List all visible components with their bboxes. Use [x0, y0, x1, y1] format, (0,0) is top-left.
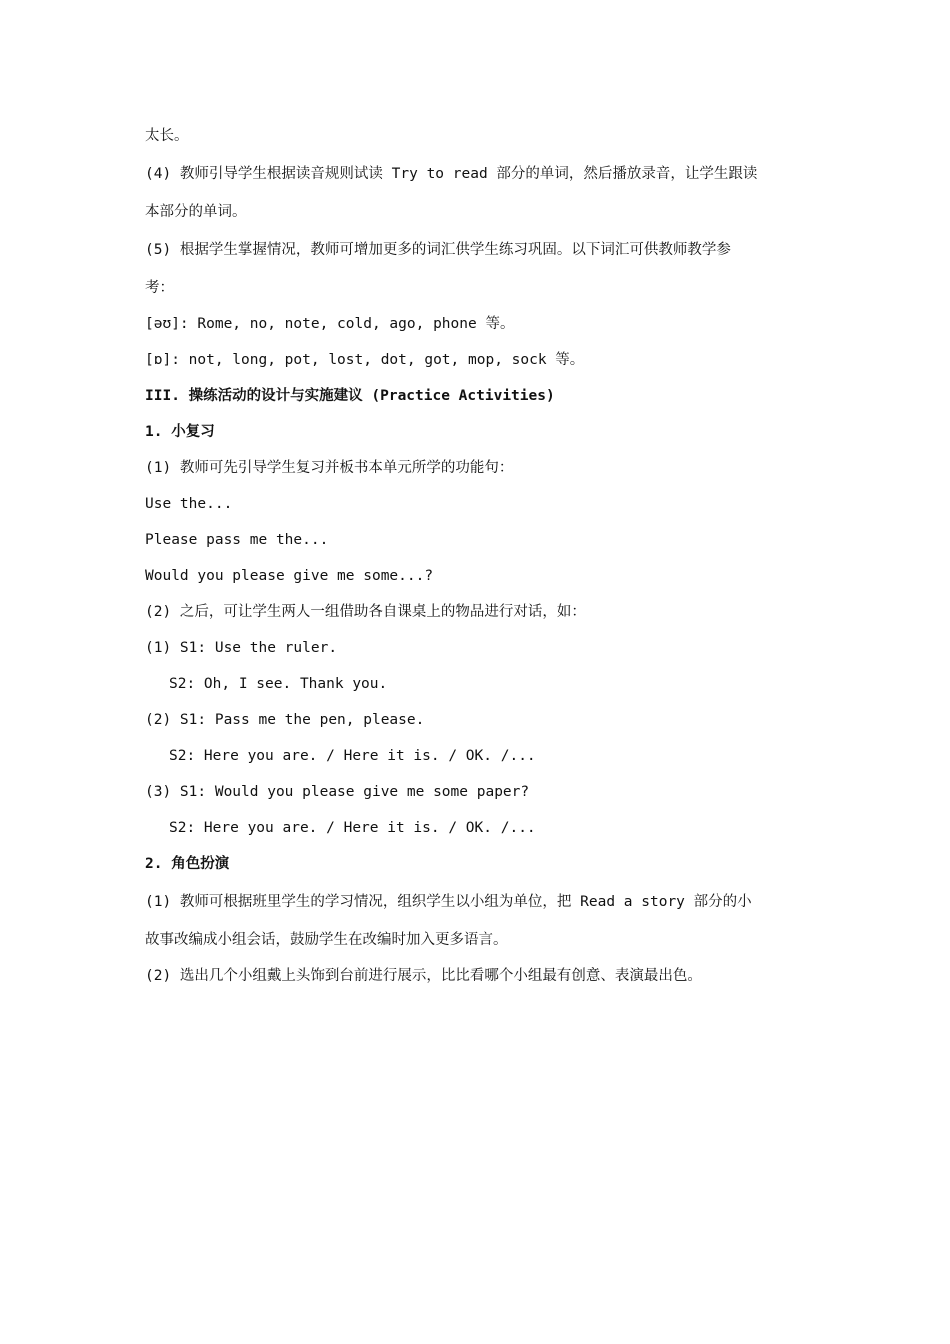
text-line: 太长。	[145, 128, 189, 144]
document-body	[145, 118, 815, 994]
text-line: (2) 选出几个小组戴上头饰到台前进行展示，比比看哪个小组最有创意、表演最出色。	[145, 968, 702, 984]
text-line: (5) 根据学生掌握情况，教师可增加更多的词汇供学生练习巩固。以下词汇可供教师教学参	[145, 242, 731, 258]
text-line: 故事改编成小组会话，鼓励学生在改编时加入更多语言。	[145, 932, 508, 948]
section-heading: III. 操练活动的设计与实施建议 (Practice Activities)	[145, 388, 555, 404]
phonetic-line: [ɒ]: not, long, pot, lost, dot, got, mop, sock 等。	[145, 352, 585, 368]
text-line: (4) 教师引导学生根据读音规则试读 Try to read 部分的单词，然后播放录音，让学生跟读	[145, 166, 758, 182]
text-line: 本部分的单词。	[145, 204, 247, 220]
subsection-heading: 2. 角色扮演	[145, 856, 230, 872]
dialogue-line: S2: Here you are. / Here it is. / OK. /...	[169, 820, 536, 836]
text-line: (2) 之后，可让学生两人一组借助各自课桌上的物品进行对话，如：	[145, 604, 586, 620]
dialogue-line: (3) S1: Would you please give me some paper?	[145, 784, 530, 800]
phonetic-line: [əʊ]: Rome, no, note, cold, ago, phone 等。	[145, 316, 515, 332]
text-line: (1) 教师可根据班里学生的学习情况，组织学生以小组为单位，把 Read a story 部分的小	[145, 894, 752, 910]
dialogue-line: S2: Oh, I see. Thank you.	[169, 676, 388, 692]
example-sentence: Use the...	[145, 496, 233, 512]
example-sentence: Please pass me the...	[145, 532, 329, 548]
subsection-heading: 1. 小复习	[145, 424, 215, 440]
dialogue-line: S2: Here you are. / Here it is. / OK. /...	[169, 748, 536, 764]
example-sentence: Would you please give me some...?	[145, 568, 434, 584]
text-line: (1) 教师可先引导学生复习并板书本单元所学的功能句：	[145, 460, 514, 476]
dialogue-line: (1) S1: Use the ruler.	[145, 640, 338, 656]
dialogue-line: (2) S1: Pass me the pen, please.	[145, 712, 425, 728]
text-line: 考：	[145, 280, 174, 296]
